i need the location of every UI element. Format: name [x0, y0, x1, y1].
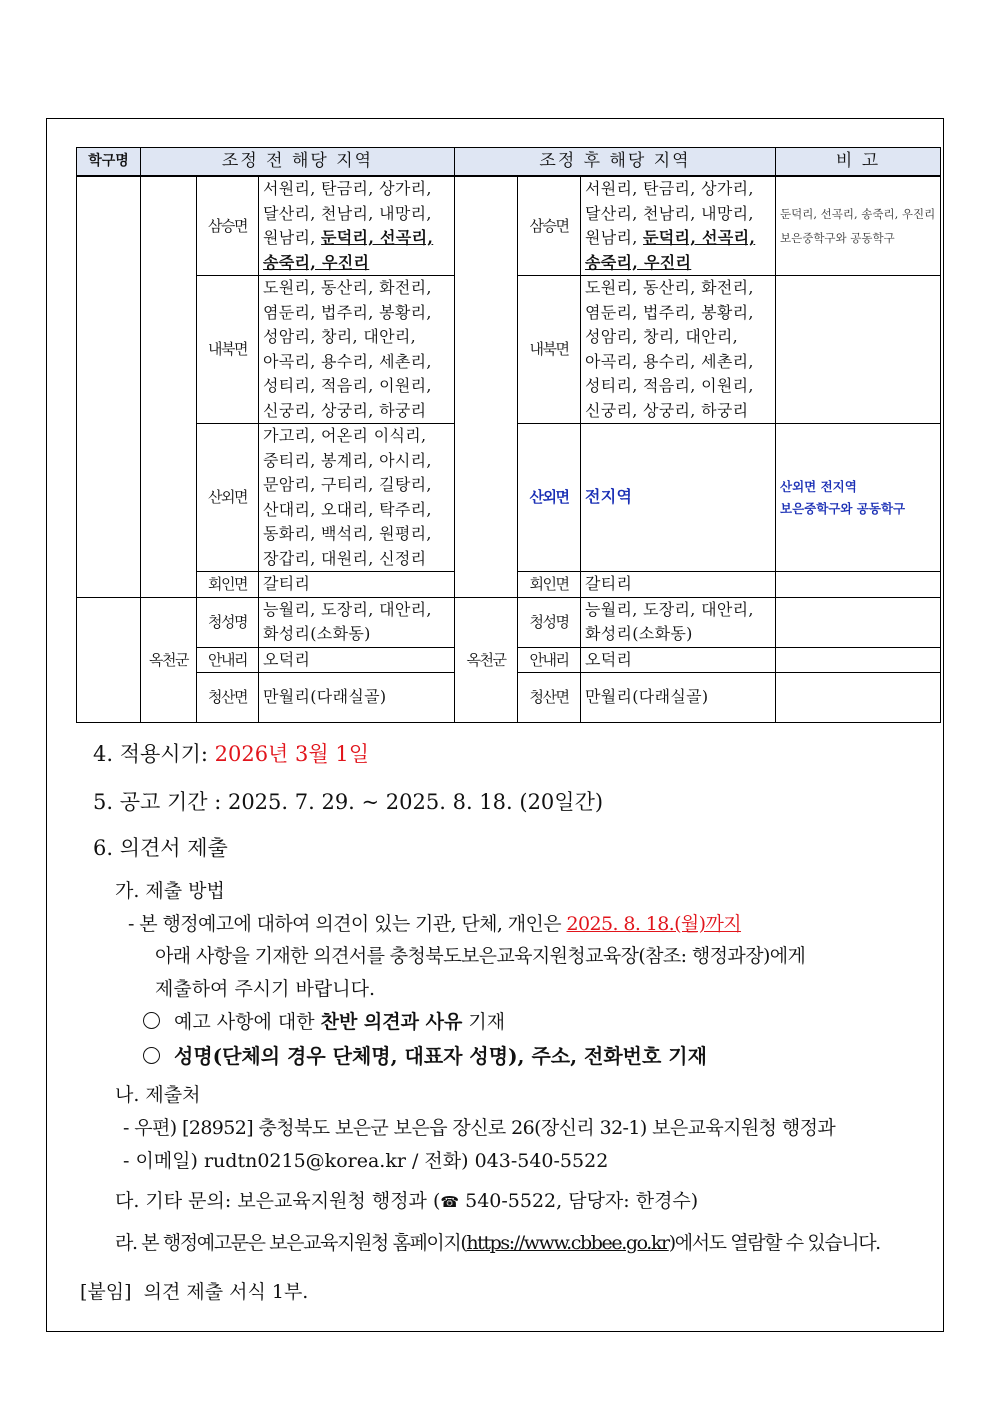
submission-method-line: 제출하여 주시기 바랍니다. — [155, 978, 376, 1000]
section-5-notice-period: 5. 공고 기간 : 2025. 7. 29. ~ 2025. 8. 18. (20일간) — [93, 790, 604, 814]
header-note: 비 고 — [776, 148, 941, 177]
note-cell — [776, 673, 941, 723]
submission-address-title: 나. 제출처 — [115, 1084, 201, 1106]
villages-after: 만월리(다래실골) — [581, 673, 776, 723]
myeon-before: 안내리 — [197, 647, 259, 673]
villages-before: 갈티리 — [259, 572, 455, 598]
submission-deadline: 2025. 8. 18.(월)까지 — [566, 913, 742, 935]
item-text: 기재 — [462, 1011, 506, 1033]
section-4-label: 4. 적용시기: — [93, 742, 215, 766]
myeon-before: 삼승면 — [197, 176, 259, 276]
gun-cell-after — [455, 176, 518, 597]
submission-method-line: 아래 사항을 기재한 의견서를 충청북도보은교육지원청교육장(참조: 행정과장)에게 — [155, 945, 806, 967]
school-name-cell — [77, 176, 141, 597]
villages-plain: 서원리, 탄금리, 상가리, 달산리, 천남리, 내망리, 원남리, — [585, 179, 754, 247]
phone-icon: ☎ — [440, 1193, 460, 1211]
table-row — [77, 176, 941, 276]
myeon-before: 산외면 — [197, 424, 259, 572]
note-cell — [776, 647, 941, 673]
myeon-before: 청산면 — [197, 673, 259, 723]
villages-bold: 둔덕리, 선곡리, 송죽리, 우진리 — [263, 228, 434, 272]
submission-item — [143, 1007, 505, 1034]
note-line: 산외면 전지역 — [780, 478, 857, 494]
submission-item — [143, 1040, 707, 1069]
effective-date-value: 2026년 3월 1일 — [214, 742, 369, 766]
myeon-before: 내북면 — [197, 276, 259, 424]
myeon-after: 삼승면 — [518, 176, 581, 276]
school-district-table — [76, 147, 941, 723]
note-cell — [776, 424, 941, 572]
homepage-text: )에서도 열람할 수 있습니다. — [668, 1232, 880, 1254]
attachment-line: [붙임] 의견 제출 서식 1부. — [80, 1281, 309, 1303]
inquiry-text: 540-5522, 담당자: 한경수) — [459, 1190, 699, 1212]
homepage-link[interactable]: https://www.cbbee.go.kr — [466, 1232, 669, 1254]
section-4-effective-date — [93, 738, 369, 768]
villages-bold: 둔덕리, 선곡리, 송죽리, 우진리 — [585, 228, 756, 272]
other-inquiries — [115, 1186, 698, 1213]
postal-address: - 우편) [28952] 충청북도 보은군 보은읍 장신로 26(장신리 32-1) 보은교육지원청 행정과 — [123, 1117, 836, 1139]
villages-before: 만월리(다래실골) — [259, 673, 455, 723]
email-phone: - 이메일) rudtn0215@korea.kr / 전화) 043-540-5522 — [123, 1150, 609, 1172]
gun-cell-before — [141, 176, 197, 597]
inquiry-text: 다. 기타 문의: 보은교육지원청 행정과 ( — [115, 1190, 441, 1212]
table-row — [77, 597, 941, 647]
school-name-cell — [77, 597, 141, 723]
submission-method-line — [128, 909, 741, 936]
table-header-row — [77, 148, 941, 177]
villages-after — [581, 176, 776, 276]
myeon-after: 산외면 — [518, 424, 581, 572]
homepage-note — [115, 1228, 880, 1255]
note-cell — [776, 597, 941, 647]
villages-after: 도원리, 동산리, 화전리, 염둔리, 법주리, 봉황리, 성암리, 창리, 대안리, 아곡리, 용수리, 세촌리, 성티리, 적음리, 이원리, 신궁리, 상궁리, 하궁리 — [581, 276, 776, 424]
villages-after: 전지역 — [581, 424, 776, 572]
gun-after: 옥천군 — [455, 597, 518, 723]
villages-after: 갈티리 — [581, 572, 776, 598]
myeon-after: 내북면 — [518, 276, 581, 424]
submission-text: - 본 행정예고에 대하여 의견이 있는 기관, 단체, 개인은 — [128, 913, 567, 935]
item-text: 성명(단체의 경우 단체명, 대표자 성명), 주소, 전화번호 기재 — [174, 1044, 707, 1068]
villages-before: 오덕리 — [259, 647, 455, 673]
note-cell — [776, 276, 941, 424]
gun-before: 옥천군 — [141, 597, 197, 723]
villages-before: 가고리, 어온리 이식리, 중티리, 봉계리, 아시리, 문암리, 구티리, 길탕리, 산대리, 오대리, 탁주리, 동화리, 백석리, 원평리, 장갑리, 대원리, 신정리 — [259, 424, 455, 572]
header-before-adjustment: 조정 전 해당 지역 — [141, 148, 455, 177]
item-text: 예고 사항에 대한 — [174, 1011, 321, 1033]
myeon-after: 청산면 — [518, 673, 581, 723]
villages-before — [259, 176, 455, 276]
villages-after: 능월리, 도장리, 대안리, 화성리(소화동) — [581, 597, 776, 647]
circle-bullet-icon — [143, 1012, 160, 1029]
myeon-after: 회인면 — [518, 572, 581, 598]
note-cell: 둔덕리, 선곡리, 송죽리, 우진리 보은중학구와 공동학구 — [776, 176, 941, 276]
circle-bullet-icon — [143, 1047, 160, 1064]
section-6-title: 6. 의견서 제출 — [93, 836, 228, 860]
villages-before: 능월리, 도장리, 대안리, 화성리(소화동) — [259, 597, 455, 647]
myeon-after: 안내리 — [518, 647, 581, 673]
note-line: 보은중학구와 공동학구 — [780, 500, 906, 516]
header-school-district: 학구명 — [77, 148, 141, 177]
item-bold-text: 찬반 의견과 사유 — [320, 1011, 463, 1033]
myeon-before: 청성명 — [197, 597, 259, 647]
villages-after: 오덕리 — [581, 647, 776, 673]
villages-before: 도원리, 동산리, 화전리, 염둔리, 법주리, 봉황리, 성암리, 창리, 대안리, 아곡리, 용수리, 세촌리, 성티리, 적음리, 이원리, 신궁리, 상궁리, 하궁리 — [259, 276, 455, 424]
submission-method-title: 가. 제출 방법 — [115, 880, 225, 902]
note-cell — [776, 572, 941, 598]
myeon-before: 회인면 — [197, 572, 259, 598]
header-after-adjustment: 조정 후 해당 지역 — [455, 148, 776, 177]
villages-plain: 서원리, 탄금리, 상가리, 달산리, 천남리, 내망리, 원남리, — [263, 179, 432, 247]
myeon-after: 청성명 — [518, 597, 581, 647]
homepage-text: 라. 본 행정예고문은 보은교육지원청 홈페이지( — [115, 1232, 467, 1254]
